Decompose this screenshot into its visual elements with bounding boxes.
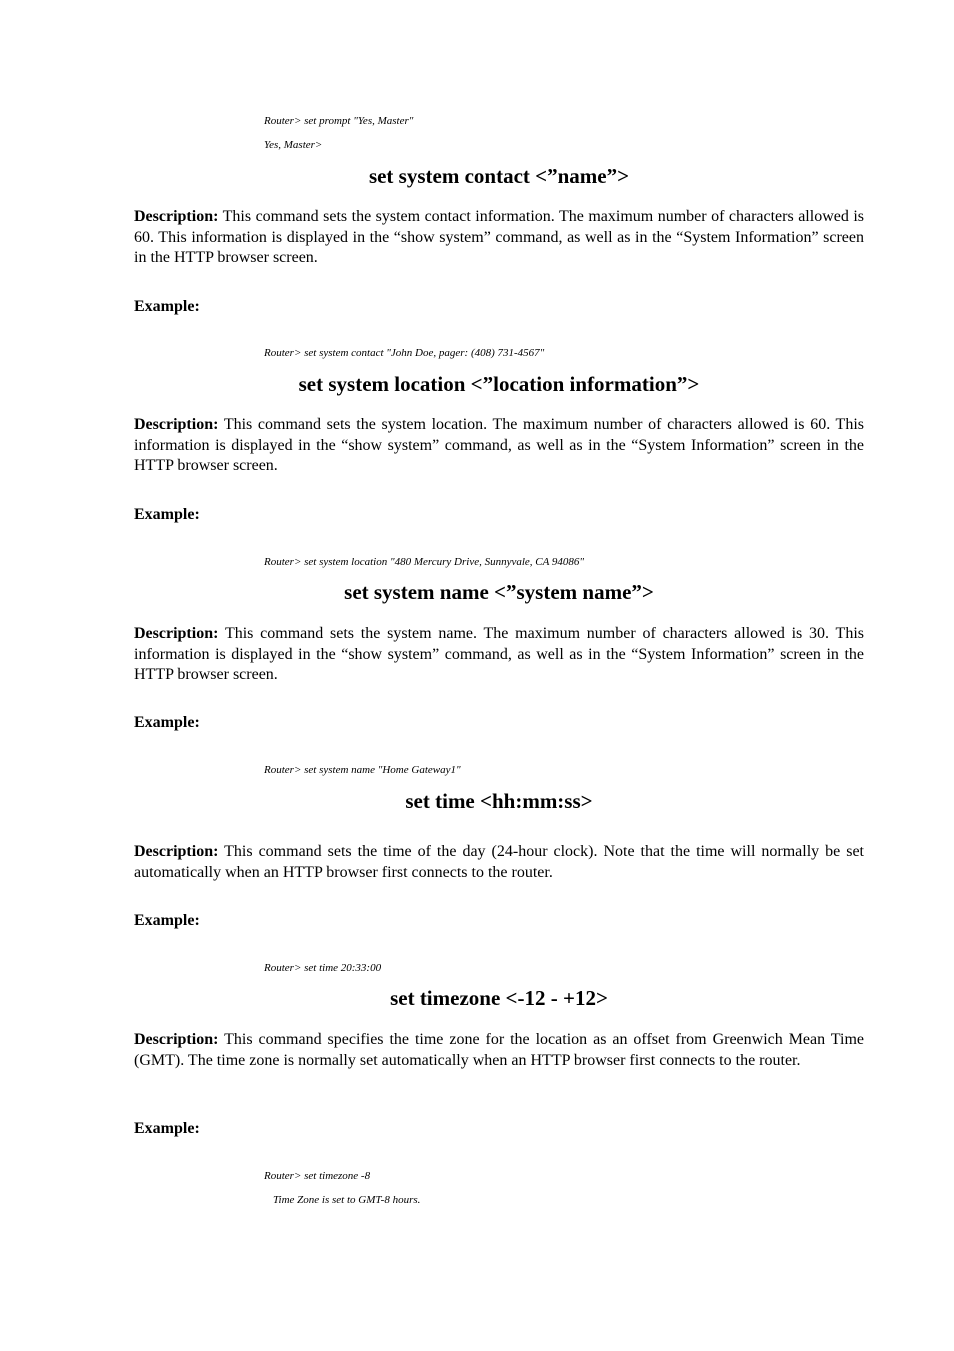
- intro-code-line-1: Router> set prompt "Yes, Master": [264, 115, 414, 127]
- section-description-timezone: [134, 1030, 864, 1071]
- example-label: Example:: [134, 912, 200, 929]
- example-label: Example:: [134, 298, 200, 315]
- example-code-time: Router> set time 20:33:00: [264, 962, 382, 974]
- description-text: This command sets the system name. The maximum number of characters allowed is 30. This information is displayed in the “show system” command, as well as in the “System Information” screen in the HTTP browser screen.: [134, 625, 864, 683]
- example-code-system-contact: Router> set system contact "John Doe, pager: (408) 731-4567": [264, 347, 545, 359]
- section-description-system-name: [134, 624, 864, 686]
- example-label: Example:: [134, 714, 200, 731]
- description-text: This command sets the system contact information. The maximum number of characters allowed is 60. This information is displayed in the “show system” command, as well as in the “System Information” screen in the HTTP browser screen.: [134, 208, 865, 266]
- description-text: This command specifies the time zone for the location as an offset from Greenwich Mean Time (GMT). The time zone is normally set automatically when an HTTP browser first connects to the router.: [134, 1031, 864, 1069]
- example-code-system-name: Router> set system name "Home Gateway1": [264, 764, 461, 776]
- description-label: Description:: [134, 843, 219, 860]
- example-label: Example:: [134, 506, 200, 523]
- example-output-timezone: Time Zone is set to GMT-8 hours.: [273, 1194, 421, 1206]
- section-description-time: [134, 842, 864, 883]
- example-code-system-location: Router> set system location "480 Mercury Drive, Sunnyvale, CA 94086": [264, 556, 585, 568]
- section-description-system-contact: [134, 207, 864, 269]
- section-heading-system-name: set system name <”system name”>: [344, 580, 654, 604]
- section-heading-timezone: set timezone <-12 - +12>: [390, 986, 608, 1010]
- intro-code-line-2: Yes, Master>: [264, 139, 323, 151]
- description-text: This command sets the system location. The maximum number of characters allowed is 60. This information is displayed in the “show system” command, as well as in the “System Information” screen in the HTTP browser screen.: [134, 416, 864, 474]
- section-description-system-location: [134, 415, 864, 477]
- description-label: Description:: [134, 625, 219, 642]
- description-label: Description:: [134, 1031, 219, 1048]
- section-heading-time: set time <hh:mm:ss>: [405, 789, 593, 813]
- description-text: This command sets the time of the day (24-hour clock). Note that the time will normally be set automatically when an HTTP browser first connects to the router.: [134, 843, 864, 881]
- description-label: Description:: [134, 208, 219, 225]
- example-code-timezone: Router> set timezone -8: [264, 1170, 371, 1182]
- example-label: Example:: [134, 1120, 200, 1137]
- section-heading-system-location: set system location <”location information”>: [298, 372, 700, 396]
- description-label: Description:: [134, 416, 219, 433]
- section-heading-system-contact: set system contact <”name”>: [368, 164, 630, 188]
